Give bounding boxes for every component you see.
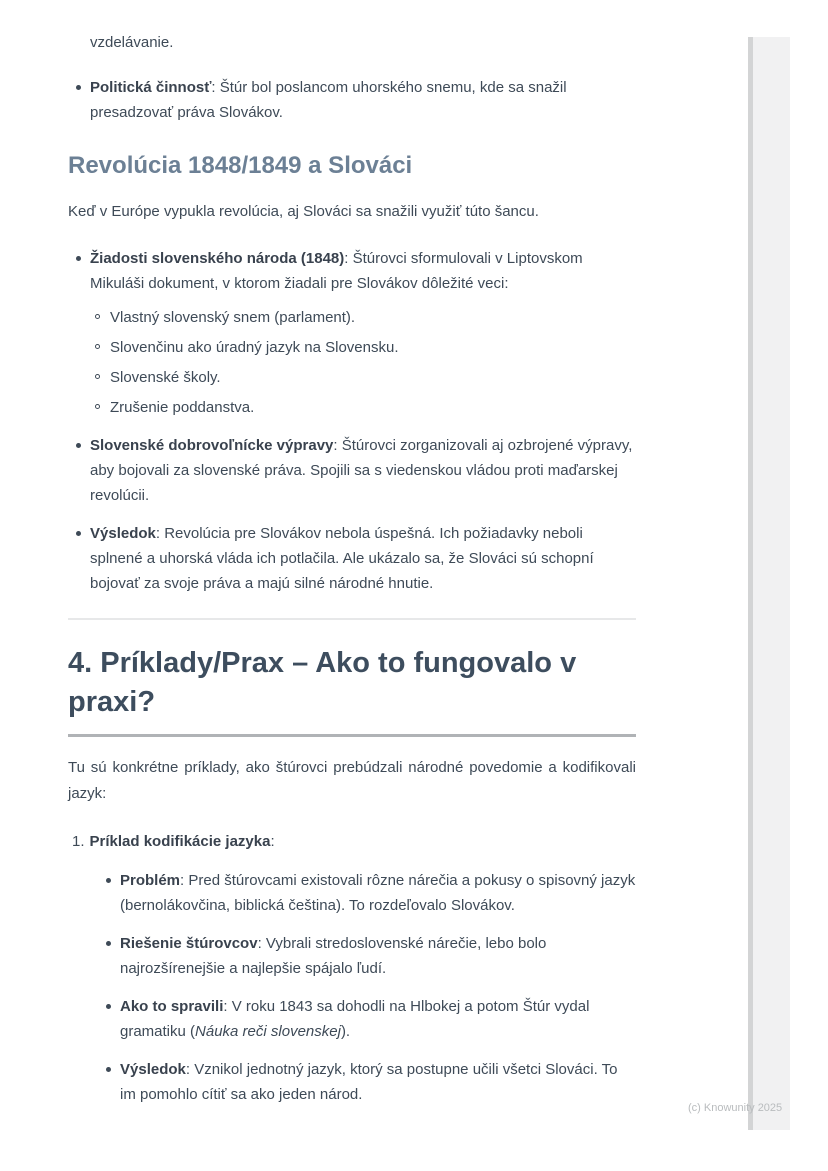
list-item: [90, 75, 636, 125]
bullet-term: Slovenské dobrovoľnícke výpravy: [90, 437, 334, 454]
bullet-text: : Štúr bol poslancom uhorského snemu, kde sa snažil presadzovať práva Slovákov.: [90, 79, 567, 121]
list-item: [90, 246, 636, 420]
section-heading-revolution: Revolúcia 1848/1849 a Slováci: [68, 152, 413, 179]
list-item: [120, 868, 636, 918]
numbered-list: [68, 829, 636, 1107]
section-divider: [68, 618, 636, 620]
document-content: [68, 30, 636, 1120]
bullet-text: : Pred štúrovcami existovali rôzne nárečia a pokusy o spisovný jazyk (bernolákovčina, biblická čeština). To rozdeľovalo Slovákov.: [120, 872, 636, 914]
numbered-list-item: [68, 829, 636, 1107]
section-lead-examples: Tu sú konkrétne príklady, ako štúrovci prebúdzali národné povedomie a kodifikovali jazyk:: [68, 759, 636, 802]
book-title-italic: Náuka reči slovenskej: [195, 1023, 341, 1040]
bullet-term: Ako to spravili: [120, 998, 224, 1015]
bullet-term: Výsledok: [120, 1061, 186, 1078]
bullet-text: : Vybrali stredoslovenské nárečie, lebo bolo najrozšírenejšie a najlepšie spájalo ľudí.: [120, 935, 547, 977]
numbered-term-suffix: :: [270, 833, 275, 850]
bullet-text: : Vznikol jednotný jazyk, ktorý sa postupne učili všetci Slováci. To im pomohlo cítiť sa ako jeden národ.: [120, 1061, 618, 1103]
bullet-term: Žiadosti slovenského národa (1848): [90, 250, 345, 267]
page-edge-bar: [748, 37, 790, 1130]
list-item: [90, 521, 636, 596]
sub-list-item: Slovenčinu ako úradný jazyk na Slovensku.: [110, 335, 636, 360]
list-item: [120, 994, 636, 1044]
list-item: [120, 931, 636, 981]
sub-list-item: Vlastný slovenský snem (parlament).: [110, 305, 636, 330]
bullet-text: ).: [340, 1023, 351, 1040]
list-number: 1.: [72, 833, 85, 850]
sub-list-item: Slovenské školy.: [110, 365, 636, 390]
bullet-term: Riešenie štúrovcov: [120, 935, 258, 952]
bullet-term: Problém: [120, 872, 181, 889]
bullet-text: : Revolúcia pre Slovákov nebola úspešná. Ich požiadavky neboli splnené a uhorská vláda ich potlačila. Ale ukázalo sa, že Slováci sú schopní bojovať za svoje práva a majú silné národné hnutie.: [90, 525, 594, 592]
section-lead-revolution: Keď v Európe vypukla revolúcia, aj Slováci sa snažili využiť túto šancu.: [68, 203, 539, 220]
paragraph-continued: vzdelávanie.: [90, 34, 174, 51]
list-item: [120, 1057, 636, 1107]
revolution-bullet-list: [68, 246, 636, 596]
bullet-text: : V roku 1843 sa dohodli na Hlbokej a potom Štúr vydal gramatiku (: [120, 998, 590, 1040]
bullet-term: Výsledok: [90, 525, 156, 542]
bullet-text: : Štúrovci sformulovali v Liptovskom Mikuláši dokument, v ktorom žiadali pre Slovákov dôležité veci:: [90, 250, 583, 292]
bullet-text: : Štúrovci zorganizovali aj ozbrojené výpravy, aby bojovali za slovenské práva. Spojili sa s viedenskou vládou proti maďarskej revolúcii.: [90, 437, 633, 504]
page-title: 4. Príklady/Prax – Ako to fungovalo v praxi?: [68, 644, 636, 737]
bullet-term: Politická činnosť: [90, 79, 212, 96]
examples-bullet-list: [72, 868, 636, 1107]
watermark-text: (c) Knowunity 2025: [688, 1102, 783, 1114]
intro-bullet-list: [68, 75, 636, 125]
sub-list-item: Zrušenie poddanstva.: [110, 395, 636, 420]
list-item: [90, 433, 636, 508]
sub-bullet-list: [90, 305, 636, 420]
numbered-term: Príklad kodifikácie jazyka: [89, 833, 271, 850]
